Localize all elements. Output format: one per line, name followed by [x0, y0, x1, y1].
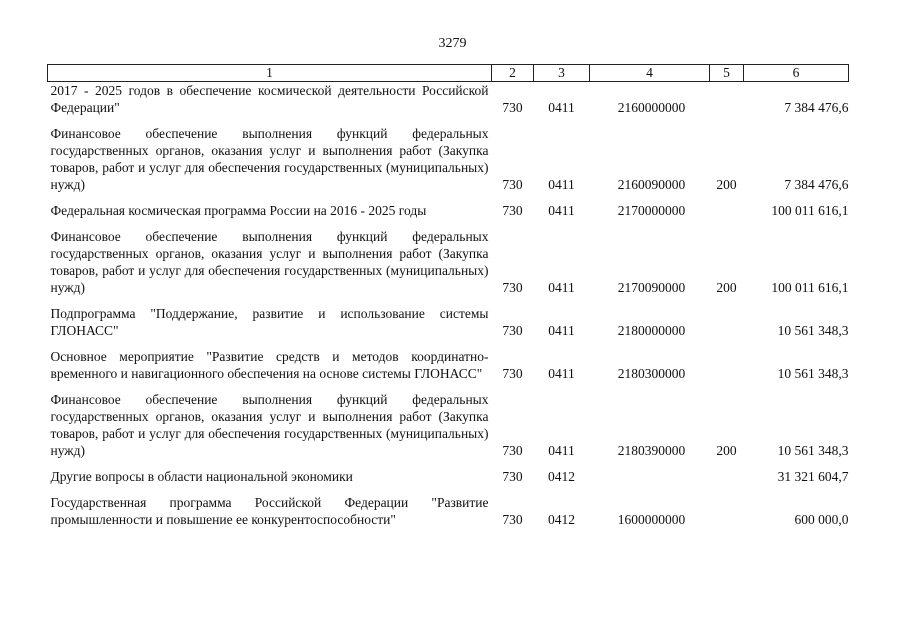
row-section: 0412	[548, 512, 575, 527]
row-target: 1600000000	[617, 512, 686, 527]
row-amount: 31 321 604,7	[777, 469, 849, 484]
row-name: 2017 - 2025 годов в обеспечение космической деятельности Российской Федерации"	[50, 83, 489, 115]
row-admin: 730	[502, 443, 523, 458]
row-section: 0411	[548, 203, 575, 218]
header-cell-admin: 2	[492, 65, 534, 82]
budget-table	[47, 64, 849, 528]
row-name: Финансовое обеспечение выполнения функций федеральных государственных органов, оказания услуг и выполнения работ (Закупка товаров, работ и услуг для обеспечения государственных (муниципальных) нужд)	[50, 392, 489, 458]
row-amount: 10 561 348,3	[777, 366, 849, 381]
row-target: 2170090000	[617, 280, 686, 295]
row-target	[590, 468, 710, 485]
row-admin: 730	[502, 177, 523, 192]
row-section: 0411	[548, 280, 575, 295]
table-header	[48, 65, 849, 82]
row-kind	[710, 494, 744, 528]
row-kind: 200	[716, 177, 737, 192]
row-target: 2170000000	[617, 203, 686, 218]
row-admin: 730	[502, 323, 523, 338]
row-kind	[710, 468, 744, 485]
row-target: 2160090000	[617, 177, 686, 192]
row-admin: 730	[502, 512, 523, 527]
row-name: Финансовое обеспечение выполнения функций федеральных государственных органов, оказания услуг и выполнения работ (Закупка товаров, работ и услуг для обеспечения государственных (муниципальных) нужд)	[50, 126, 489, 192]
table-row	[48, 125, 849, 193]
header-cell-amount: 6	[744, 65, 849, 82]
table-row	[48, 305, 849, 339]
row-kind	[710, 82, 744, 117]
row-name: Подпрограмма "Поддержание, развитие и использование системы ГЛОНАСС"	[50, 306, 489, 338]
row-section: 0411	[548, 100, 575, 115]
row-amount: 600 000,0	[794, 512, 849, 527]
row-name: Государственная программа Российской Федерации "Развитие промышленности и повышение ее конкурентоспособности"	[50, 495, 489, 527]
row-section: 0411	[548, 177, 575, 192]
row-amount: 10 561 348,3	[777, 323, 849, 338]
table-body	[48, 82, 849, 529]
row-target: 2180300000	[617, 366, 686, 381]
row-name: Основное мероприятие "Развитие средств и методов координатно-временного и навигационного обеспечения на основе системы ГЛОНАСС"	[50, 349, 489, 381]
header-row	[48, 65, 849, 82]
row-admin: 730	[502, 280, 523, 295]
row-admin: 730	[502, 469, 523, 484]
row-target: 2180000000	[617, 323, 686, 338]
row-name: Финансовое обеспечение выполнения функций федеральных государственных органов, оказания услуг и выполнения работ (Закупка товаров, работ и услуг для обеспечения государственных (муниципальных) нужд)	[50, 229, 489, 295]
table-row	[48, 494, 849, 528]
row-admin: 730	[502, 100, 523, 115]
header-cell-target: 4	[590, 65, 710, 82]
row-amount: 10 561 348,3	[777, 443, 849, 458]
header-cell-name: 1	[48, 65, 492, 82]
row-target: 2160000000	[617, 100, 686, 115]
row-section: 0412	[548, 469, 575, 484]
table-row	[48, 228, 849, 296]
table-row	[48, 82, 849, 117]
header-cell-kind: 5	[710, 65, 744, 82]
page-number: 3279	[438, 36, 467, 51]
row-section: 0411	[548, 366, 575, 381]
row-amount: 7 384 476,6	[784, 177, 849, 192]
row-target: 2180390000	[617, 443, 686, 458]
row-admin: 730	[502, 203, 523, 218]
row-amount: 100 011 616,1	[771, 203, 849, 218]
row-name: Федеральная космическая программа России на 2016 - 2025 годы	[50, 203, 427, 218]
row-amount: 7 384 476,6	[784, 100, 849, 115]
row-kind: 200	[716, 443, 737, 458]
table-row	[48, 202, 849, 219]
row-admin: 730	[502, 366, 523, 381]
header-cell-section: 3	[534, 65, 590, 82]
row-name: Другие вопросы в области национальной экономики	[50, 469, 353, 484]
table-row	[48, 348, 849, 382]
row-kind	[710, 202, 744, 219]
table-row	[48, 468, 849, 485]
row-section: 0411	[548, 323, 575, 338]
row-kind	[710, 348, 744, 382]
table-row	[48, 391, 849, 459]
row-amount: 100 011 616,1	[771, 280, 849, 295]
row-kind: 200	[716, 280, 737, 295]
row-section: 0411	[548, 443, 575, 458]
row-kind	[710, 305, 744, 339]
